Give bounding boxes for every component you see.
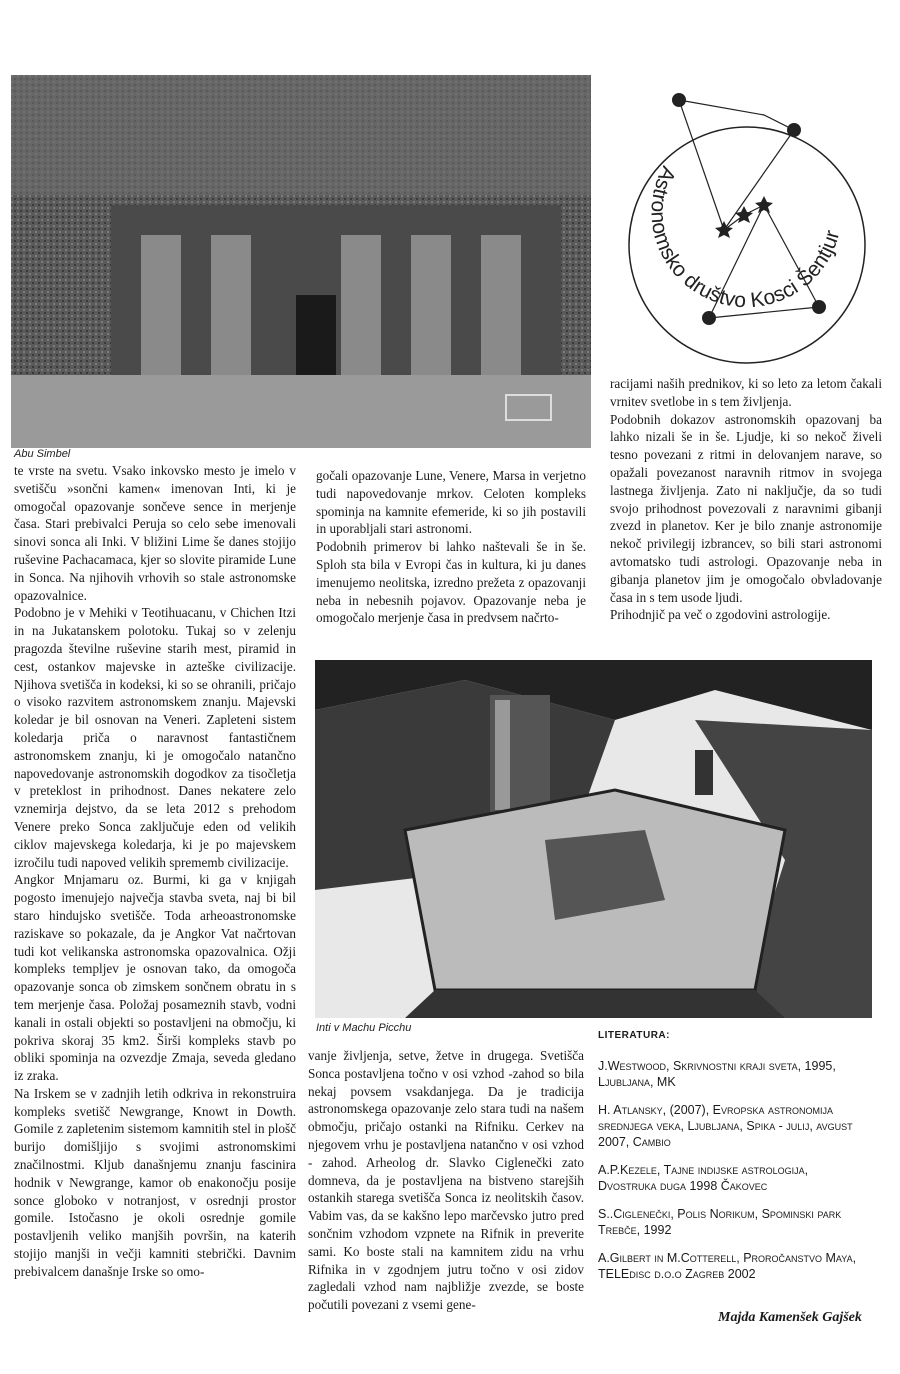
col3-paragraph: racijami naših prednikov, ki so leto za letom čakali vrnitev svetlobe in s tem življenja. <box>610 376 882 409</box>
literature-list <box>598 1058 870 1294</box>
col1-paragraph: Angkor Mnjamaru oz. Burmi, ki ga v knjigah pogosto imenujejo največja stavba sveta, naj bi bil staro hindujsko svetišče. Toda arheoastronomske raziskave so pokazale, da je Angkor Vat načrtovan tudi kot velikanska astronomska opazovalnica. Ožji kompleks templjev je osnovan tako, da omogoča opazovanje sonca ob zimskem sončnem obratu in s tem merjenje časa. Položaj posameznih stavb, vodni kanali in ostali objekti so postavljeni na območju, ki pokriva skoraj 35 km2. Širši kompleks stavb po obliki spominja na ozvezdje Zmaja, seveda gledano iz zraka. <box>14 872 296 1084</box>
col1-paragraph: Na Irskem se v zadnjih letih odkriva in rekonstruira kompleks svetišč Newgrange, Knowt in Dowth. Gomile z zapletenim sistemom kamnitih stel in plošč burijo domišljijo s svojimi astronomskimi značilnostmi. Kljub današnjemu znanju fascinira hodnik v Newgrange, kamor ob enakonočju posije sonce globoko v notranjost, v osrednji prostor gomile. Istočasno je okoli osrednje gomile postavljenih veliko manjših površin, na katerih stojijo manjši in večji kamniti stebrički. Davnim prebivalcem današnje Irske so omo- <box>14 1085 296 1279</box>
machu-picchu-photo <box>315 660 872 1018</box>
machu-picchu-caption: Inti v Machu Picchu <box>316 1022 412 1034</box>
literature-item: H. Atlansky, (2007), Evropska astronomija srednjega veka, Ljubljana, Spika - julij, avgust 2007, Cambio <box>598 1103 853 1149</box>
column-2-top <box>316 467 586 627</box>
col3-paragraph: Podobnih dokazov astronomskih opazovanj ba lahko nizali še in še. Ljudje, ki so nekoč živeli tesno povezani z ritmi in delovanjem narave, so opažali povezanost naravnih ritmov in svojega lastnega življenja. Zato ni naključje, da so tudi svojo prihodnost povezovali z naravnimi gibanji zvezd in planetov. Ker je bilo znanje astronomije nekoč privilegij izbrancev, so bili stari astronomi avtomatsko tudi astrologi. Opazovanje neba in gibanja planetov jim je omogočalo obvladovanje časa in s tem usode ljudi. <box>610 411 882 605</box>
literature-item: S..Ciglenečki, Polis Norikum, Spominski park Trebče, 1992 <box>598 1207 842 1237</box>
literature-item: A.Gilbert in M.Cotterell, Proročanstvo Maya, TELEdisc d.o.o Zagreb 2002 <box>598 1251 857 1281</box>
col3-paragraph: Prihodnjič pa več o zgodovini astrologije. <box>610 607 831 623</box>
col2-paragraph: vanje življenja, setve, žetve in drugega. Svetišča Sonca postavljena točno v osi vzhod -zahod so bila nekaj povsem vsakdanjega. Da je tradicija astronomskega opazovanje zelo stara tudi na našem območju, pričajo ostanki na Rifniku. Cerkev na njegovem vrhu je postavljena natančno v osi vzhod - zahod. Arheolog dr. Slavko Ciglenečki zato domneva, da je postavljena na bistveno starejših ostankih starega svetišča Sonca iz neolitskih časov. Vabim vas, da se kakšno lepo marčevsko jutro pred sončnim vzhodom vzpnete na Rifnik in preverite sami. Ko boste stali na kamnitem zidu na vrhu Rifnika in v zgodnjem jutru točno v osi zidov zagledali vzhod nam najbližje zvezde, se boste počutili povezani z vsemi gene- <box>308 1048 584 1313</box>
literature-item: A.P.Kezele, Tajne indijske astrologija, Dvostruka duga 1998 Čakovec <box>598 1163 809 1193</box>
col1-paragraph: Podobno je v Mehiki v Teotihuacanu, v Chichen Itzi in na Jukatanskem polotoku. Tukaj so v zelenju pragozda številne ruševine starih mest, piramid in cest, ostankov majevske in azteške civilizacije. Njihova svetišča in kodeksi, ki so se ohranili, pričajo o visoko razvitem astronomskem znanju. Majevski koledar je bil osnovan na Veneri. Zapleteni sistem koledarja priča o naravnost fantastičnem astronomskem znanju, ki je omogočalo natančno napovedovanje astronomskih dogodkov za tisočletja v preteklost in prihodnost. Danes nekatere zelo vznemirja dejstvo, da se leta 2012 s prehodom Venere preko Sonca zaključuje eden od velikih ciklov majevskega koledarja, ki je po majevskem izročilu tudi napoved velikih sprememb civilizacije. <box>14 605 296 870</box>
machu-picchu-image <box>315 660 872 1018</box>
literature-item: J.Westwood, Skrivnostni kraji sveta, 1995, Ljubljana, MK <box>598 1059 836 1089</box>
abu-simbel-photo <box>11 75 591 448</box>
column-1 <box>14 462 296 1281</box>
column-2-bottom <box>308 1047 584 1314</box>
col2-paragraph: Podobnih primerov bi lahko naštevali še in še. Sploh sta bila v Evropi čas in kultura, ki ju danes imenujemo neolitska, izredno prežeta z opazovanji neba in nebesnih pojavov. Opazovanje neba je omogočalo merjenje časa in predvsem načrto- <box>316 539 586 626</box>
logo-text: Astronomsko društvo Kosci Šentjur <box>646 162 845 313</box>
svg-text:Astronomsko društvo Kosci Šent <box>646 163 844 313</box>
abu-simbel-image <box>11 75 591 448</box>
author-name: Majda Kamenšek Gajšek <box>718 1310 862 1325</box>
col1-paragraph: te vrste na svetu. Vsako inkovsko mesto je imelo v svetišču »sončni kamen« imenovan Inti, ki je omogočal opazovanje sončeve sence in merjenje časa. Stari prebivalci Peruja so celo sebe imenovali sinovi sonca ali Inki. V bližini Lime še danes stojijo ruševine Pachacamaca, kjer so slovite piramide Lune in Sonca. Na njihovih vrhovih so stale astronomske opazovalnice. <box>14 463 296 603</box>
abu-simbel-caption: Abu Simbel <box>14 448 71 460</box>
literature-heading: LITERATURA: <box>598 1030 670 1041</box>
society-logo <box>614 75 884 375</box>
column-3 <box>610 375 882 624</box>
col2-paragraph: gočali opazovanje Lune, Venere, Marsa in verjetno tudi napovedovanje mrkov. Celoten kompleks spominja na kamnite efemeride, ki so jih postavili in uporabljali stari astronomi. <box>316 468 586 537</box>
